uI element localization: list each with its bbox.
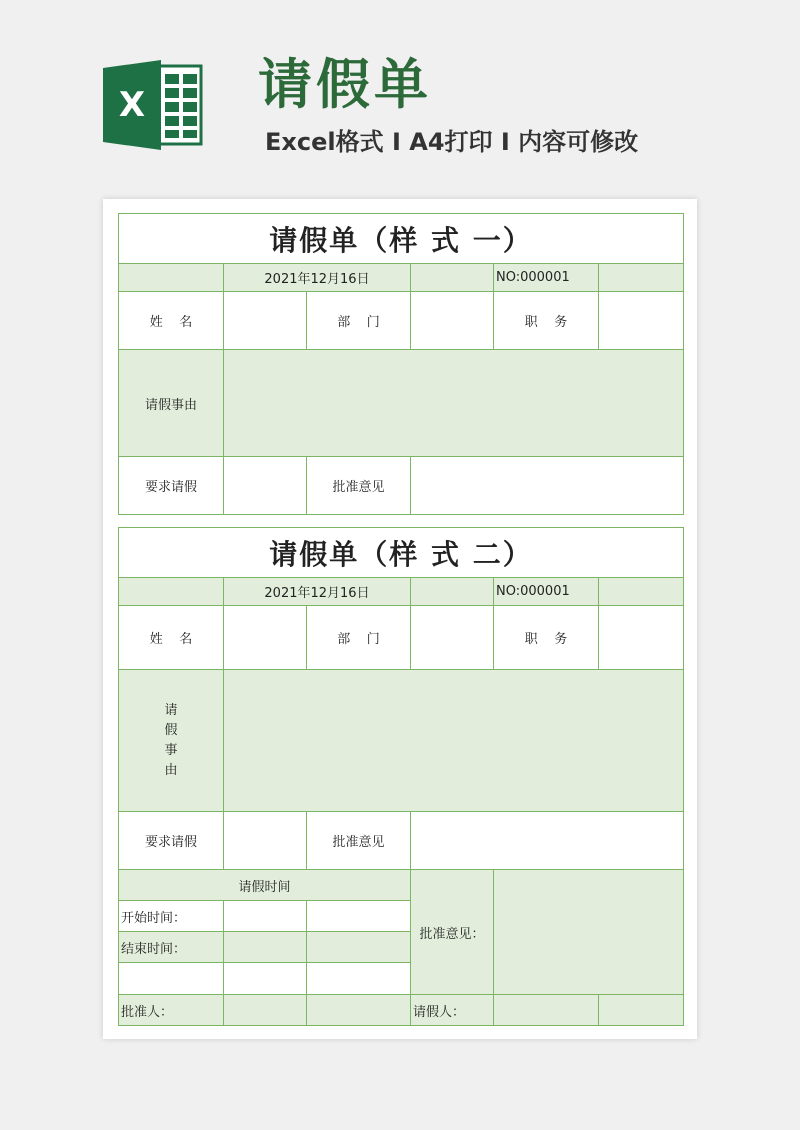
form-2-end-label: 结束时间： — [119, 932, 224, 963]
form-2-reason-label — [119, 670, 224, 812]
form-2-dept-label: 部 门 — [307, 606, 411, 670]
form-2-approver-label: 批准人： — [119, 995, 224, 1026]
excel-logo-icon — [103, 60, 213, 150]
leave-form-style-1 — [118, 213, 684, 515]
form-2-blank-cell[interactable] — [119, 963, 224, 995]
form-2-request-field[interactable] — [224, 812, 307, 870]
form-2-approval-field[interactable] — [411, 812, 684, 870]
form-2-leave-time-label: 请假时间 — [119, 870, 411, 901]
form-1-title: 请假单（样 式 一） — [119, 214, 684, 264]
form-2-start-field-2[interactable] — [307, 901, 411, 932]
form-2-approver-field[interactable] — [224, 995, 307, 1026]
form-1-approval-label: 批准意见 — [307, 457, 411, 515]
form-2-dept-field[interactable] — [411, 606, 494, 670]
form-2-applicant-field-2[interactable] — [599, 995, 684, 1026]
form-2-start-label: 开始时间： — [119, 901, 224, 932]
form-2-approval-opinion-label: 批准意见： — [411, 870, 494, 995]
form-1-reason-field[interactable] — [224, 350, 684, 457]
form-2-position-label: 职 务 — [494, 606, 599, 670]
form-2-end-field-2[interactable] — [307, 932, 411, 963]
form-1-reason-label: 请假事由 — [119, 350, 224, 457]
form-1-blank-cell[interactable] — [599, 264, 684, 292]
form-1-position-field[interactable] — [599, 292, 684, 350]
form-1-position-label: 职 务 — [494, 292, 599, 350]
form-1-name-label: 姓 名 — [119, 292, 224, 350]
form-1-dept-label: 部 门 — [307, 292, 411, 350]
page-heading: 请假单 — [258, 53, 432, 116]
form-2-approver-field-2[interactable] — [307, 995, 411, 1026]
reason-char: 假 — [164, 722, 178, 738]
form-2-reason-field[interactable] — [224, 670, 684, 812]
form-2-date[interactable]: 2021年12月16日 — [224, 578, 411, 606]
form-2-blank-cell[interactable] — [411, 578, 494, 606]
leave-form-style-2 — [118, 527, 684, 1026]
form-2-blank-cell[interactable] — [599, 578, 684, 606]
form-1-approval-field[interactable] — [411, 457, 684, 515]
sheet — [103, 199, 697, 1039]
form-2-blank-cell[interactable] — [224, 963, 307, 995]
form-1-number[interactable]: NO:000001 — [494, 264, 599, 292]
excel-logo-letter: X — [118, 85, 146, 125]
form-2-end-field[interactable] — [224, 932, 307, 963]
form-1-request-label: 要求请假 — [119, 457, 224, 515]
form-2-title: 请假单（样 式 二） — [119, 528, 684, 578]
reason-char: 事 — [164, 742, 178, 758]
form-1-blank-cell[interactable] — [411, 264, 494, 292]
reason-char: 由 — [164, 762, 178, 778]
form-2-number[interactable]: NO:000001 — [494, 578, 599, 606]
form-1-request-field[interactable] — [224, 457, 307, 515]
form-2-approval-opinion-field[interactable] — [494, 870, 684, 995]
form-2-name-label: 姓 名 — [119, 606, 224, 670]
form-2-request-label: 要求请假 — [119, 812, 224, 870]
page-subheading: Excel格式 I A4打印 I 内容可修改 — [265, 128, 639, 156]
form-2-approval-label: 批准意见 — [307, 812, 411, 870]
form-1-blank-cell[interactable] — [119, 264, 224, 292]
reason-char: 请 — [164, 702, 178, 718]
form-2-name-field[interactable] — [224, 606, 307, 670]
form-2-applicant-label: 请假人： — [411, 995, 494, 1026]
form-2-applicant-field[interactable] — [494, 995, 599, 1026]
form-2-start-field[interactable] — [224, 901, 307, 932]
form-2-position-field[interactable] — [599, 606, 684, 670]
form-1-dept-field[interactable] — [411, 292, 494, 350]
form-2-blank-cell[interactable] — [119, 578, 224, 606]
form-2-blank-cell[interactable] — [307, 963, 411, 995]
form-1-date[interactable]: 2021年12月16日 — [224, 264, 411, 292]
form-1-name-field[interactable] — [224, 292, 307, 350]
